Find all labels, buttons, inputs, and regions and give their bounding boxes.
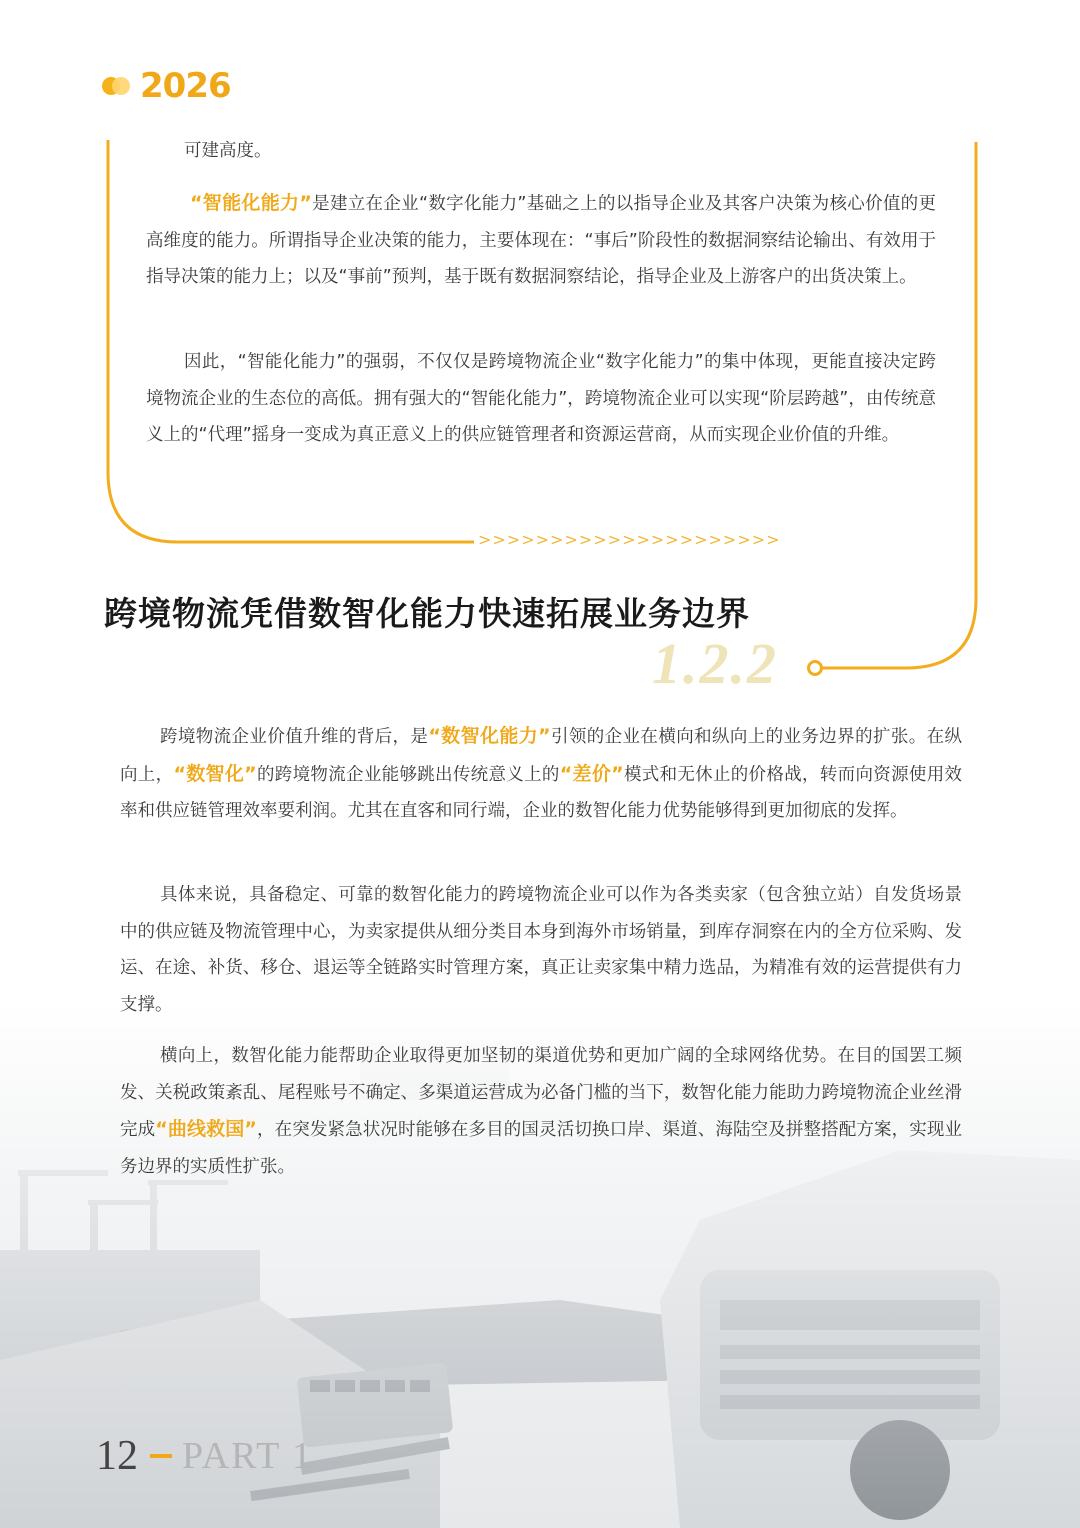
body-paragraph-3: 横向上，数智化能力能帮助企业取得更加坚韧的渠道优势和更加广阔的全球网络优势。在目的国罢工频发、关税政策紊乱、尾程账号不确定、多渠道运营成为必备门槛的当下，数智化能力能助力跨境物流企业丝滑完成“曲线救国”，在突发紧急状况时能够在多目的国灵活切换口岸、渠道、海陆空及拼整搭配方案，实现业务边界的实质性扩张。 bbox=[120, 1046, 963, 1177]
highlight-curve-rescue: “曲线救国” bbox=[155, 1118, 257, 1140]
page-number: 12 bbox=[96, 1433, 138, 1479]
page-footer bbox=[96, 1432, 313, 1480]
logo bbox=[102, 66, 231, 106]
footer-dash bbox=[150, 1454, 172, 1458]
arrow-divider: >>>>>>>>>>>>>>>>>>>>> bbox=[478, 530, 781, 549]
body-paragraph-2: 具体来说，具备稳定、可靠的数智化能力的跨境物流企业可以作为各类卖家（包含独立站）自发货场景中的供应链及物流管理中心，为卖家提供从细分类目本身到海外市场销量，到库存洞察在内的全方位采购、发运、在途、补货、移仓、退运等全链路实时管理方案，真正让卖家集中精力选品，为精准有效的运营提供有力支撑。 bbox=[120, 885, 962, 1015]
highlight-digital-intelligence: “数智化” bbox=[173, 762, 257, 785]
frame-end-dot-icon bbox=[809, 662, 822, 675]
box-paragraph-0: 可建高度。 bbox=[184, 141, 272, 161]
highlight-intelligence-capability: “智能化能力” bbox=[190, 192, 312, 214]
box-paragraph-1: “智能化能力”是建立在企业“数字化能力”基础之上的以指导企业及其客户决策为核心价值的更高维度的能力。所谓指导企业决策的能力，主要体现在：“事后”阶段性的数据洞察结论输出、有效用于指导决策的能力上；以及“事前”预判，基于既有数据洞察结论，指导企业及上游客户的出货决策上。 bbox=[146, 192, 936, 287]
highlight-digital-intelligence-capability: “数智化能力” bbox=[428, 725, 551, 747]
highlight-price-difference: “差价” bbox=[559, 762, 624, 785]
part-label: PART 1 bbox=[182, 1435, 314, 1477]
box-paragraph-2: 因此，“智能化能力”的强弱，不仅仅是跨境物流企业“数字化能力”的集中体现，更能直接决定跨境物流企业的生态位的高低。拥有强大的“智能化能力”，跨境物流企业可以实现“阶层跨越”，由传统意义上的“代理”摇身一变成为真正意义上的供应链管理者和资源运营商，从而实现企业价值的升维。 bbox=[146, 352, 936, 445]
logo-circles-icon bbox=[102, 75, 132, 97]
logo-year: 2026 bbox=[140, 66, 231, 106]
section-number: 1.2.2 bbox=[652, 631, 778, 696]
section-title: 跨境物流凭借数智化能力快速拓展业务边界 bbox=[104, 594, 750, 633]
body-paragraph-1: 跨境物流企业价值升维的背后，是“数智化能力”引领的企业在横向和纵向上的业务边界的扩张。在纵向上，“数智化”的跨境物流企业能够跳出传统意义上的“差价”模式和无休止的价格战，转而向资源使用效率和供应链管理效率要利润。尤其在直客和同行端，企业的数智化能力优势能够得到更加彻底的发挥。 bbox=[120, 725, 963, 821]
